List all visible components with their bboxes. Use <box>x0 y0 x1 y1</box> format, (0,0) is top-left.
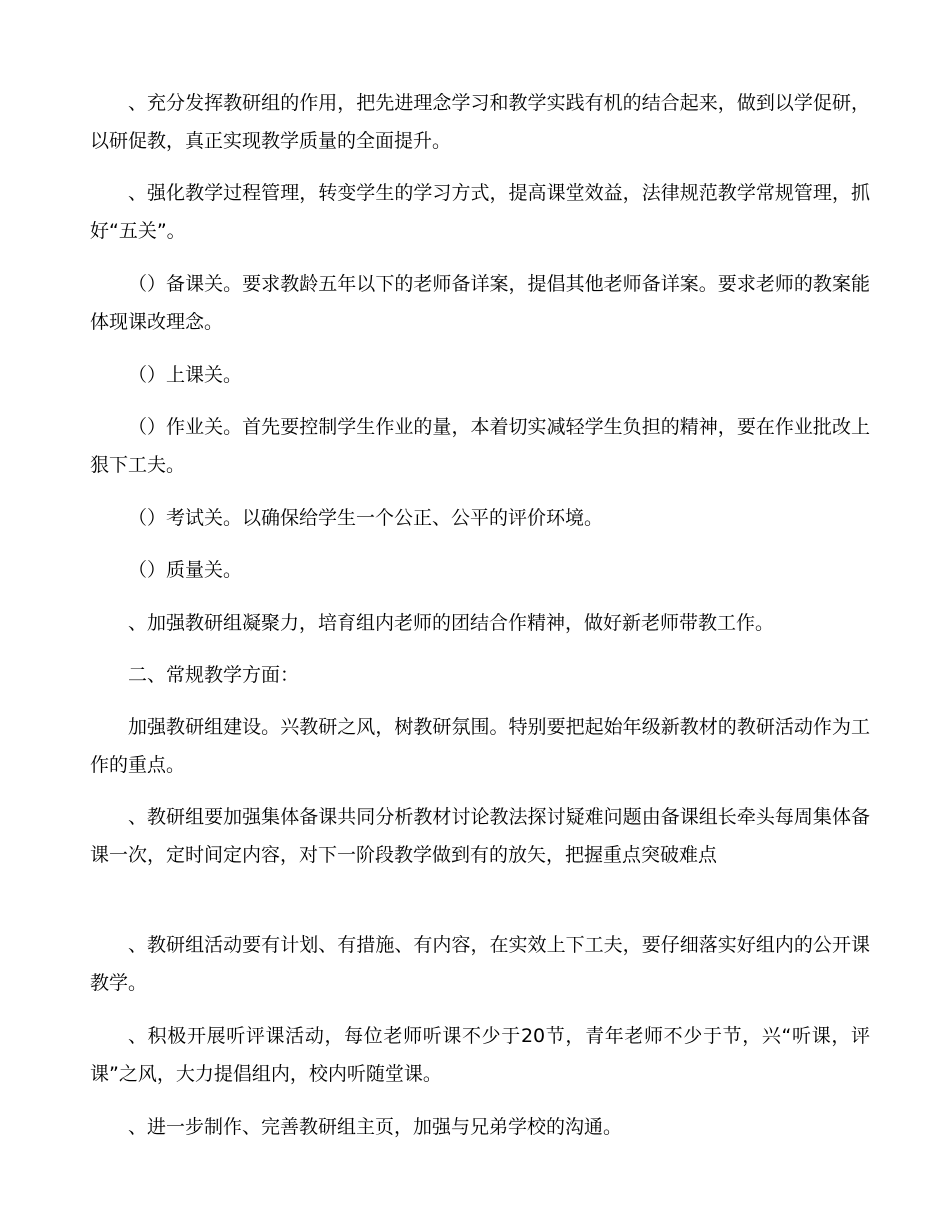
paragraph-7: （）质量关。 <box>128 559 243 581</box>
paragraph-9: 加强教研组建设。兴教研之风，树教研氛围。特别要把起始年级新教材的教研活动作为工作的重点。 <box>90 716 870 776</box>
paragraph-5: （）作业关。首先要控制学生作业的量，本着切实减轻学生负担的精神，要在作业批改上狠下工夫。 <box>90 416 870 476</box>
paragraph-3: （）备课关。要求教龄五年以下的老师备详案，提倡其他老师备详案。要求老师的教案能体现课改理念。 <box>90 273 870 333</box>
paragraph-11: 、教研组活动要有计划、有措施、有内容，在实效上下工夫，要仔细落实好组内的公开课教学。 <box>90 934 870 994</box>
paragraph-12: 、积极开展听评课活动，每位老师听课不少于20节，青年老师不少于节，兴“听课，评课”之风，大力提倡组内，校内听随堂课。 <box>90 1025 870 1085</box>
paragraph-2: 、强化教学过程管理，转变学生的学习方式，提高课堂效益，法律规范教学常规管理，抓好“五关”。 <box>90 182 870 242</box>
paragraph-13: 、进一步制作、完善教研组主页，加强与兄弟学校的沟通。 <box>128 1116 623 1138</box>
section-heading: 二、常规教学方面： <box>128 664 300 686</box>
paragraph-8: 、加强教研组凝聚力，培育组内老师的团结合作精神，做好新老师带教工作。 <box>128 612 775 634</box>
paragraph-10: 、教研组要加强集体备课共同分析教材讨论教法探讨疑难问题由备课组长牵头每周集体备课一次，定时间定内容，对下一阶段教学做到有的放矢，把握重点突破难点 <box>90 806 870 866</box>
paragraph-4: （）上课关。 <box>128 364 243 386</box>
paragraph-1: 、充分发挥教研组的作用，把先进理念学习和教学实践有机的结合起来，做到以学促研，以研促教，真正实现教学质量的全面提升。 <box>90 92 870 152</box>
paragraph-6: （）考试关。以确保给学生一个公正、公平的评价环境。 <box>128 507 604 529</box>
